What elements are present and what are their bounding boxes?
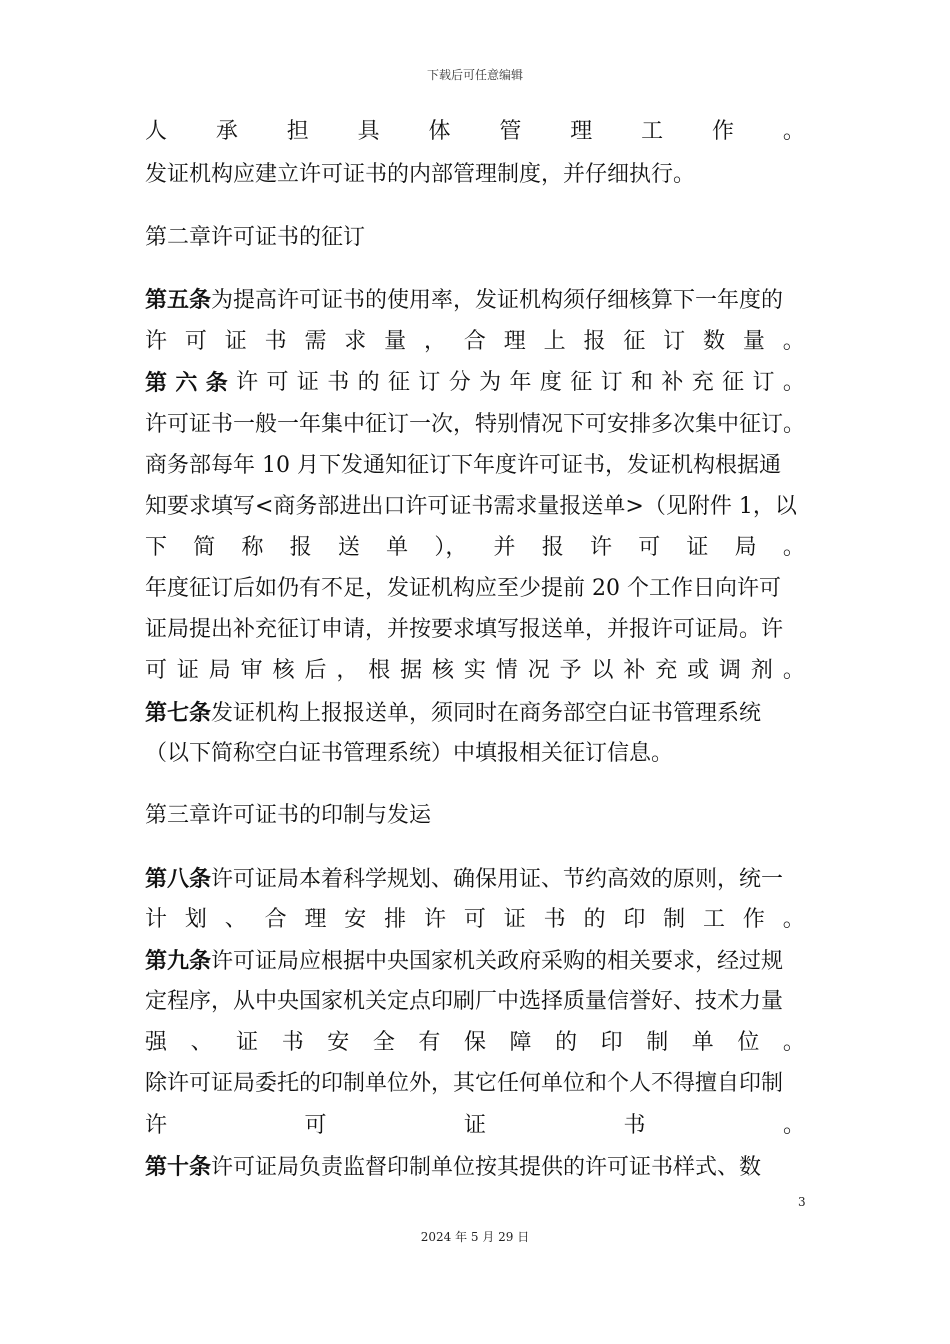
text-char: 充 (655, 658, 678, 683)
text-line (145, 487, 805, 527)
text-char: 全 (372, 1030, 395, 1055)
text-line (145, 155, 805, 195)
text-char: 理 (503, 329, 526, 354)
text-char: 简 (193, 535, 216, 560)
text-char: 制 (663, 907, 686, 932)
text-char: 调 (719, 658, 742, 683)
text-char: 订 (600, 370, 623, 395)
text-line (145, 1064, 805, 1104)
text-char: 量 (384, 329, 407, 354)
text-char: 具 (357, 119, 380, 144)
text-char: 下 (145, 535, 168, 560)
text-char: 证 (224, 329, 247, 354)
text-char: 印 (600, 1030, 623, 1055)
text-char: 书 (327, 370, 350, 395)
text-char: 证 (296, 370, 319, 395)
text-char: 证 (176, 658, 199, 683)
text-char: 征 (570, 370, 593, 395)
text-char: 为 (479, 370, 502, 395)
text-char: 许 (145, 1113, 168, 1138)
line-text: 除许可证局委托的印制单位外，其它任何单位和个人不得擅自印制 (145, 1071, 784, 1096)
text-char: 后 (304, 658, 327, 683)
text-char: 予 (559, 658, 582, 683)
line-text: 商务部每年 10 月下发通知征订下年度许可证书，发证机构根据通 (145, 453, 781, 478)
text-char: 分 (448, 370, 471, 395)
page-number: 3 (798, 1195, 806, 1209)
text-line (145, 112, 805, 152)
line-text: 第二章许可证书的征订 (145, 225, 366, 250)
text-char: 报 (541, 535, 564, 560)
text-char: 数 (703, 329, 726, 354)
text-char: 核 (272, 658, 295, 683)
text-char: 据 (400, 658, 423, 683)
text-char: ， (424, 329, 447, 354)
text-line (145, 610, 805, 650)
text-char: 印 (623, 907, 646, 932)
text-char: 合 (463, 329, 486, 354)
text-char: 征 (722, 370, 745, 395)
text-char: 的 (583, 907, 606, 932)
text-char: 计 (145, 907, 168, 932)
line-text: （以下简称空白证书管理系统）中填报相关征订信息。 (145, 741, 674, 766)
text-line (145, 405, 805, 445)
text-char: 工 (703, 907, 726, 932)
text-char: 充 (691, 370, 714, 395)
text-char: 可 (638, 535, 661, 560)
text-char: 工 (641, 119, 664, 144)
text-char: 制 (646, 1030, 669, 1055)
article-heading: 第七条 (145, 700, 212, 726)
text-char: 。 (782, 907, 805, 932)
line-text: 发证机构应建立许可证书的内部管理制度，并仔细执行。 (145, 162, 696, 187)
text-char: 证 (236, 1030, 259, 1055)
text-line (145, 569, 805, 609)
text-line (145, 651, 805, 691)
article-heading: 第八条 (145, 866, 212, 892)
text-char: 。 (782, 329, 805, 354)
footer-date: 2024 年 5 月 29 日 (420, 1230, 530, 1244)
text-char: 可 (304, 1113, 327, 1138)
text-char: 保 (463, 1030, 486, 1055)
page-header: 下载后可任意编辑 (426, 68, 523, 82)
text-char: 况 (527, 658, 550, 683)
text-char: 审 (240, 658, 263, 683)
text-char: 订 (418, 370, 441, 395)
text-char: 可 (463, 907, 486, 932)
text-char: 书 (264, 329, 287, 354)
text-char: 和 (631, 370, 654, 395)
text-char: 证 (463, 1113, 486, 1138)
text-char: 有 (418, 1030, 441, 1055)
text-char: 强 (145, 1030, 168, 1055)
text-char: 根 (368, 658, 391, 683)
text-char: 许 (145, 329, 168, 354)
line-text: 发证机构上报报送单，须同时在商务部空白证书管理系统 (211, 701, 762, 726)
text-char: 以 (591, 658, 614, 683)
text-char: 理 (570, 119, 593, 144)
text-char: 上 (543, 329, 566, 354)
text-char: 实 (463, 658, 486, 683)
text-char: 作 (742, 907, 765, 932)
text-line (145, 280, 805, 320)
line-text: 定程序，从中央国家机关定点印刷厂中选择质量信誉好、技术力量 (145, 989, 784, 1014)
article-heading-char: 第 (145, 370, 168, 396)
text-char: 剂 (750, 658, 773, 683)
text-char: 征 (388, 370, 411, 395)
text-char: 书 (543, 907, 566, 932)
text-char: 划 (184, 907, 207, 932)
text-char: 书 (281, 1030, 304, 1055)
line-text: 许可证局本着科学规划、确保用证、节约高效的原则，统一 (211, 867, 784, 892)
text-char: ， (336, 658, 359, 683)
text-char: 订 (663, 329, 686, 354)
text-line (145, 941, 805, 981)
text-char: 单 (386, 535, 409, 560)
text-line (145, 982, 805, 1022)
text-char: 量 (742, 329, 765, 354)
text-line (145, 734, 805, 774)
text-char: 订 (752, 370, 775, 395)
text-char: 人 (145, 119, 168, 144)
text-char: 书 (623, 1113, 646, 1138)
text-char: 、 (190, 1030, 213, 1055)
text-char: 承 (215, 119, 238, 144)
text-char: 许 (589, 535, 612, 560)
text-line (145, 363, 805, 403)
text-char: 。 (782, 370, 805, 395)
text-line (145, 1147, 805, 1187)
text-char: 作 (712, 119, 735, 144)
text-char: 可 (266, 370, 289, 395)
text-char: 单 (691, 1030, 714, 1055)
text-char: 的 (357, 370, 380, 395)
text-char: 理 (304, 907, 327, 932)
text-char: 许 (424, 907, 447, 932)
article-heading-char: 条 (205, 370, 228, 396)
text-char: 排 (384, 907, 407, 932)
text-char: 体 (428, 119, 451, 144)
text-line (145, 1106, 805, 1146)
text-char: 补 (623, 658, 646, 683)
text-char: 。 (782, 535, 805, 560)
text-char: 证 (503, 907, 526, 932)
article-heading-char: 六 (175, 370, 198, 396)
line-text: 证局提出补充征订申请，并按要求填写报送单，并报许可证局。许 (145, 617, 784, 642)
text-char: 度 (539, 370, 562, 395)
article-heading: 第五条 (145, 287, 212, 313)
text-char: 证 (686, 535, 709, 560)
text-char: 位 (737, 1030, 760, 1055)
text-line (145, 1023, 805, 1063)
text-char: 求 (344, 329, 367, 354)
text-char: 障 (509, 1030, 532, 1055)
line-text: 知要求填写<商务部进出口许可证书需求量报送单>（见附件 1，以 (145, 494, 797, 519)
line-text: 许可证书一般一年集中征订一次，特别情况下可安排多次集中征订。 (145, 412, 806, 437)
text-char: 的 (555, 1030, 578, 1055)
text-char: 许 (236, 370, 259, 395)
text-char: 局 (208, 658, 231, 683)
text-char: 补 (661, 370, 684, 395)
text-char: 安 (344, 907, 367, 932)
text-char: 管 (499, 119, 522, 144)
text-line (145, 218, 805, 258)
text-char: 、 (224, 907, 247, 932)
text-char: 担 (286, 119, 309, 144)
line-text: 年度征订后如仍有不足，发证机构应至少提前 20 个工作日向许可 (145, 576, 781, 601)
text-char: 。 (782, 119, 805, 144)
line-text: 第三章许可证书的印制与发运 (145, 803, 432, 828)
line-text: 许可证局负责监督印制单位按其提供的许可证书样式、数 (211, 1155, 762, 1180)
text-char: 安 (327, 1030, 350, 1055)
text-line (145, 446, 805, 486)
text-line (145, 796, 805, 836)
text-line (145, 322, 805, 362)
article-heading: 第九条 (145, 948, 212, 974)
text-char: 情 (495, 658, 518, 683)
article-heading: 第十条 (145, 1154, 212, 1180)
text-char: 。 (782, 658, 805, 683)
text-line (145, 900, 805, 940)
text-char: 称 (241, 535, 264, 560)
text-char: 。 (782, 1030, 805, 1055)
text-char: 送 (337, 535, 360, 560)
text-char: 可 (184, 329, 207, 354)
text-char: 征 (623, 329, 646, 354)
text-line (145, 528, 805, 568)
text-line (145, 693, 805, 733)
text-char: 可 (145, 658, 168, 683)
text-char: 年 (509, 370, 532, 395)
text-char: ）， (434, 535, 468, 560)
line-text: 为提高许可证书的使用率，发证机构须仔细核算下一年度的 (211, 288, 784, 313)
text-char: 合 (264, 907, 287, 932)
line-text: 许可证局应根据中央国家机关政府采购的相关要求，经过规 (211, 949, 784, 974)
text-line (145, 859, 805, 899)
text-char: 或 (687, 658, 710, 683)
text-char: 报 (583, 329, 606, 354)
text-char: 核 (432, 658, 455, 683)
text-char: 需 (304, 329, 327, 354)
text-char: 。 (782, 1113, 805, 1138)
text-char: 报 (289, 535, 312, 560)
text-char: 并 (493, 535, 516, 560)
text-char: 局 (734, 535, 757, 560)
